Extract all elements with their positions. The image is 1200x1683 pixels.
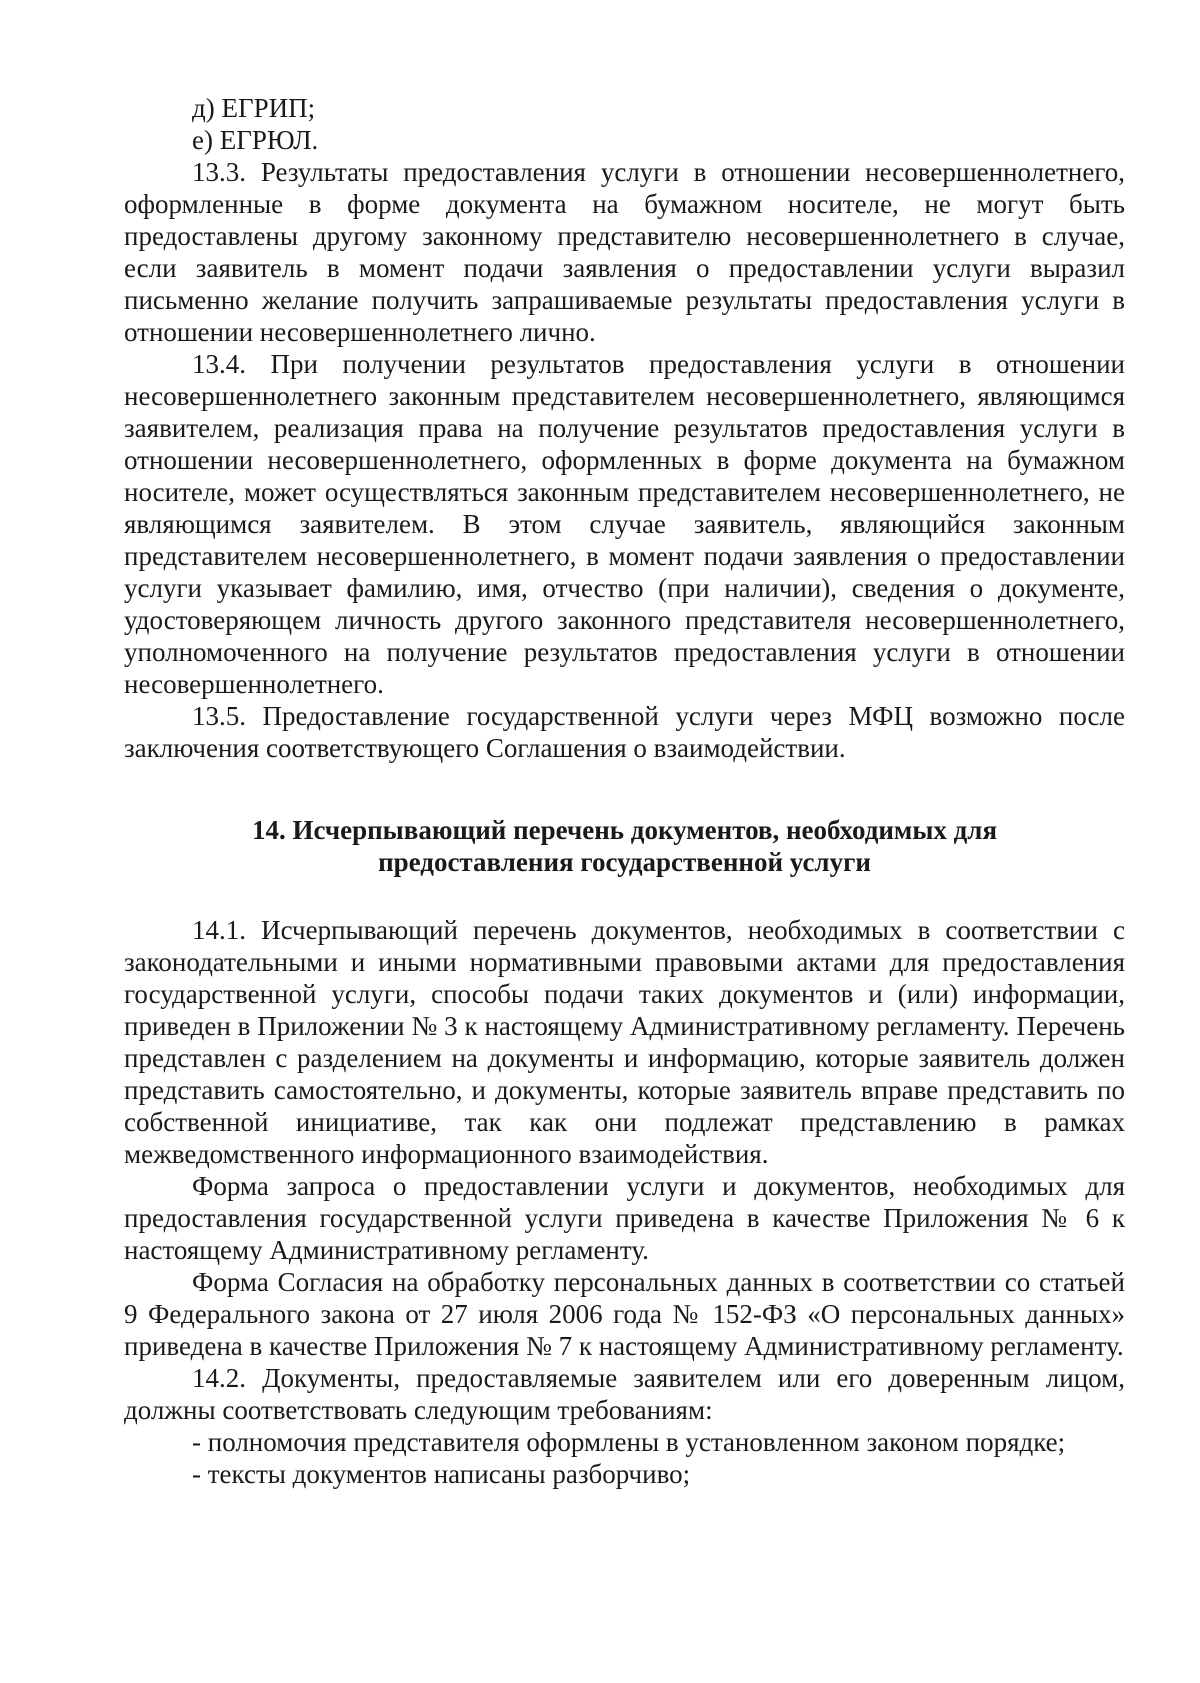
section-heading-14: 14. Исчерпывающий перечень документов, необходимых для предоставления государственной услуги bbox=[251, 815, 998, 877]
paragraph-consent-form: Форма Согласия на обработку персональных данных в соответствии со статьей 9 Федерального закона от 27 июля 2006 года № 152-ФЗ «О персональных данных» приведена в качестве Приложения № 7 к настоящему Административному регламенту. bbox=[124, 1267, 1125, 1361]
list-item-legible: - тексты документов написаны разборчиво; bbox=[192, 1459, 691, 1489]
paragraph-14-1: 14.1. Исчерпывающий перечень документов, необходимых в соответствии с законодательными и иными нормативными правовыми актами для предоставления государственной услуги, способы подачи таких документов и (или) информации, приведен в Приложении № 3 к настоящему Административному регламенту. Перечень представлен с разделением на документы и информацию, которые заявитель должен представить самостоятельно, и документы, которые заявитель вправе представить по собственной инициативе, так как они подлежат представлению в рамках межведомственного информационного взаимодействия. bbox=[124, 915, 1125, 1169]
list-item-authority: - полномочия представителя оформлены в установленном законом порядке; bbox=[192, 1427, 1066, 1457]
paragraph-request-form: Форма запроса о предоставлении услуги и документов, необходимых для предоставления государственной услуги приведена в качестве Приложения № 6 к настоящему Административному регламенту. bbox=[124, 1171, 1125, 1265]
list-line-egrip: д) ЕГРИП; bbox=[192, 93, 316, 123]
paragraph-13-5: 13.5. Предоставление государственной услуги через МФЦ возможно после заключения соответствующего Соглашения о взаимодействии. bbox=[124, 701, 1125, 763]
paragraph-13-4: 13.4. При получении результатов предоставления услуги в отношении несовершеннолетнего законным представителем несовершеннолетнего, являющимся заявителем, реализация права на получение результатов предоставления услуги в отношении несовершеннолетнего, оформленных в форме документа на бумажном носителе, может осуществляться законным представителем несовершеннолетнего, не являющимся заявителем. В этом случае заявитель, являющийся законным представителем несовершеннолетнего, в момент подачи заявления о предоставлении услуги указывает фамилию, имя, отчество (при наличии), сведения о документе, удостоверяющем личность другого законного представителя несовершеннолетнего, уполномоченного на получение результатов предоставления услуги в отношении несовершеннолетнего. bbox=[124, 349, 1125, 699]
paragraph-14-2: 14.2. Документы, предоставляемые заявителем или его доверенным лицом, должны соответствовать следующим требованиям: bbox=[124, 1363, 1125, 1425]
list-line-egrul: е) ЕГРЮЛ. bbox=[192, 125, 319, 155]
paragraph-13-3: 13.3. Результаты предоставления услуги в отношении несовершеннолетнего, оформленные в форме документа на бумажном носителе, не могут быть предоставлены другому законному представителю несовершеннолетнего в случае, если заявитель в момент подачи заявления о предоставлении услуги выразил письменно желание получить запрашиваемые результаты предоставления услуги в отношении несовершеннолетнего лично. bbox=[124, 157, 1125, 347]
